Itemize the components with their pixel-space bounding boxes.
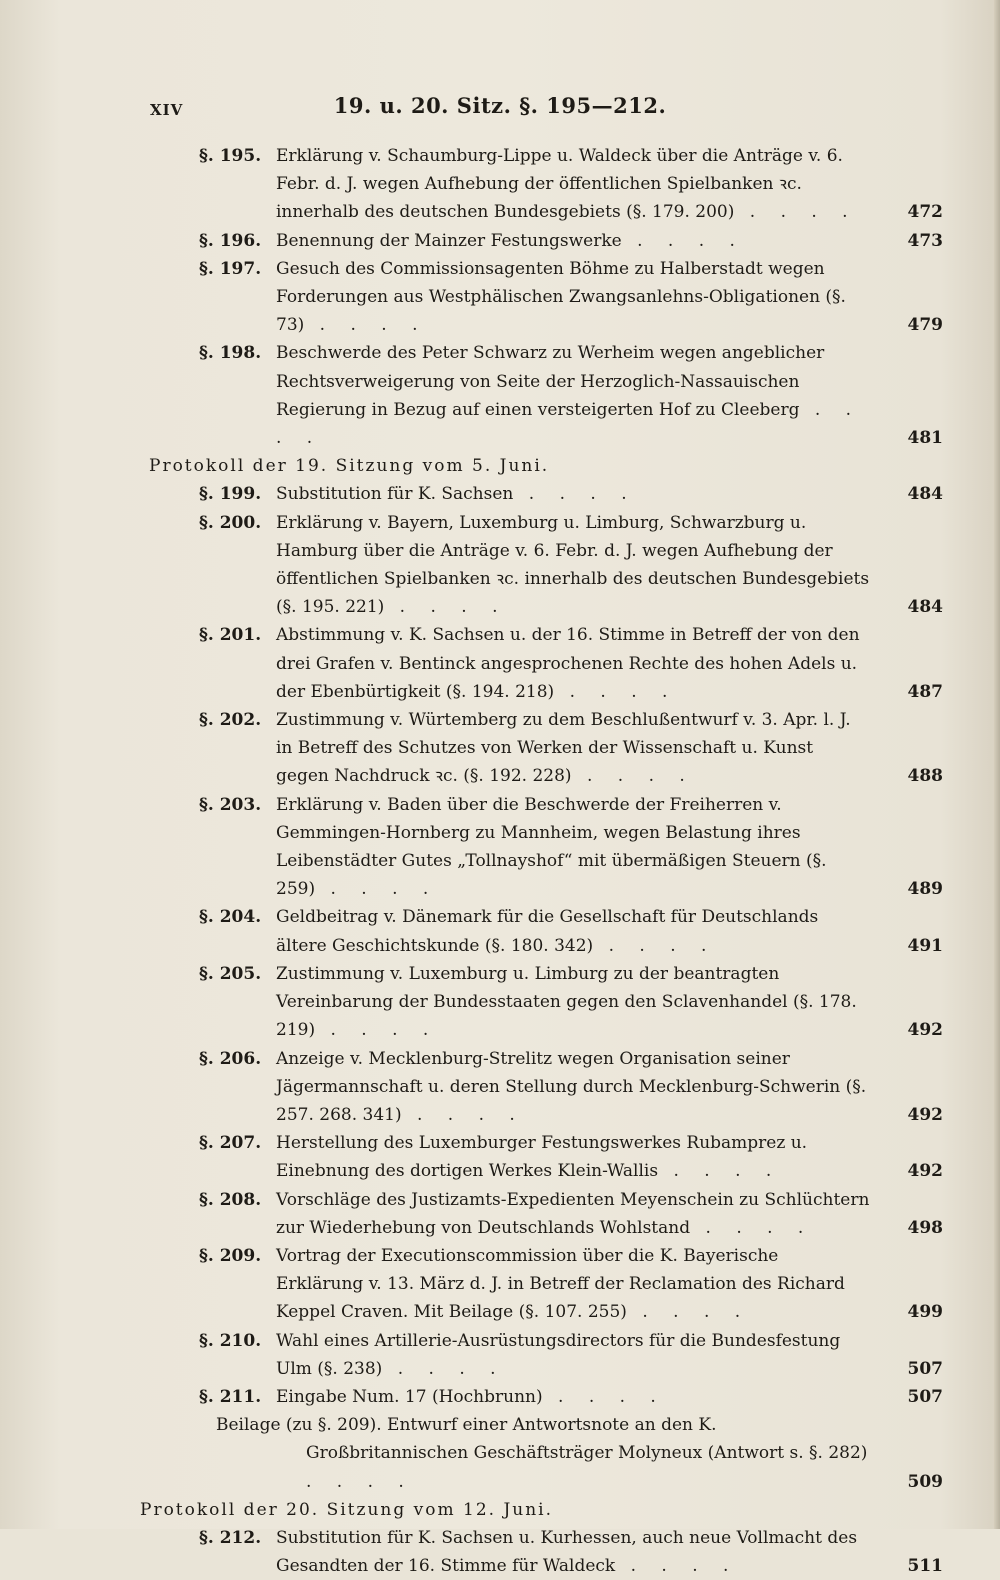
- table-of-contents: [0, 142, 1000, 1580]
- toc-entry: [0, 1327, 1000, 1383]
- dot-leader: . . . .: [615, 1556, 739, 1577]
- dot-leader: . . . .: [276, 399, 862, 449]
- toc-entry: [0, 1045, 1000, 1130]
- section-number: §. 196.: [199, 230, 262, 251]
- page-header: [0, 93, 1000, 123]
- page-reference: 507: [907, 1358, 943, 1379]
- page-reference: 489: [907, 879, 943, 900]
- section-number: §. 206.: [199, 1048, 262, 1069]
- page-reference: 492: [907, 1104, 943, 1125]
- section-number: §. 205.: [199, 963, 262, 984]
- entry-title: Erklärung v. Baden über die Beschwerde der Freiherren v. Gemmingen-Hornberg zu Mannheim, wegen Belastung ihres Leibenstädter Gutes „Tollnayshof“ mit übermäßigen Steuern (§. 259): [276, 794, 827, 900]
- section-number: §. 200.: [199, 512, 262, 533]
- entry-title: Erklärung v. Bayern, Luxemburg u. Limburg, Schwarzburg u. Hamburg über die Anträge v. 6. Febr. d. J. wegen Aufhebung der öffentlichen Spielbanken ꝛc. innerhalb des deutschen Bundesgebiets (§. 195. 221): [276, 512, 870, 618]
- entry-title: Vorschläge des Justizamts-Expedienten Meyenschein zu Schlüchtern zur Wiederhebung von Deutschlands Wohlstand: [276, 1189, 870, 1238]
- entry-title: Substitution für K. Sachsen u. Kurhessen, auch neue Vollmacht des Gesandten der 16. Stimme für Waldeck: [276, 1527, 858, 1577]
- toc-entry: [0, 1129, 1000, 1185]
- toc-entry: [0, 227, 1000, 255]
- entry-title: Substitution für K. Sachsen: [276, 484, 514, 505]
- dot-leader: . . . .: [315, 1020, 439, 1041]
- page-reference: 484: [907, 484, 943, 505]
- section-number: §. 211.: [199, 1386, 262, 1407]
- entry-title: Gesuch des Commissionsagenten Böhme zu Halberstadt wegen Forderungen aus Westphälischen Zwangsanlehns-Obligationen (§. 73): [276, 258, 846, 336]
- entry-title: Vortrag der Executionscommission über die K. Bayerische Erklärung v. 13. März d. J. in Betreff der Reclamation des Richard Keppel Craven. Mit Beilage (§. 107. 255): [276, 1245, 845, 1323]
- entry-title: Geldbeitrag v. Dänemark für die Gesellschaft für Deutschlands ältere Geschichtskunde (§. 180. 342): [276, 907, 819, 956]
- toc-entry: [0, 960, 1000, 1045]
- dot-leader: . . . .: [554, 681, 678, 702]
- entry-title: Wahl eines Artillerie-Ausrüstungsdirectors für die Bundesfestung Ulm (§. 238): [276, 1330, 841, 1379]
- dot-leader: . . . .: [571, 766, 695, 787]
- dot-leader: . . . .: [734, 202, 858, 223]
- page-reference: 507: [907, 1386, 943, 1407]
- entry-title: Beilage (zu §. 209). Entwurf einer Antwortsnote an den K. Großbritannischen Geschäftsträger Molyneux (Antwort s. §. 282): [216, 1415, 868, 1464]
- page-reference: 498: [907, 1217, 943, 1238]
- dot-leader: . . . .: [542, 1386, 666, 1407]
- section-number: §. 198.: [199, 343, 262, 364]
- dot-leader: . . . .: [621, 230, 745, 251]
- entry-title: Benennung der Mainzer Festungswerke: [276, 230, 622, 251]
- section-number: §. 203.: [199, 794, 262, 815]
- section-number: §. 204.: [199, 907, 262, 928]
- toc-entry: [0, 480, 1000, 508]
- section-number: §. 199.: [199, 484, 262, 505]
- toc-entry: [0, 142, 1000, 227]
- dot-leader: . . . .: [306, 1471, 414, 1492]
- page-reference: 499: [907, 1302, 943, 1323]
- page-reference: 479: [907, 315, 943, 336]
- dot-leader: . . . .: [382, 1358, 506, 1379]
- toc-entry: [0, 1383, 1000, 1411]
- toc-entry: [0, 255, 1000, 340]
- toc-entry: [0, 339, 1000, 452]
- page-reference: 487: [907, 681, 943, 702]
- dot-leader: . . . .: [401, 1104, 525, 1125]
- entry-title: Anzeige v. Mecklenburg-Strelitz wegen Organisation seiner Jägermannschaft u. deren Stellung durch Mecklenburg-Schwerin (§. 257. 268. 341): [276, 1048, 867, 1125]
- beilage-entry: [0, 1411, 1000, 1496]
- dot-leader: . . . .: [384, 597, 508, 618]
- dot-leader: . . . .: [593, 935, 717, 956]
- section-number: §. 210.: [199, 1330, 262, 1351]
- section-number: §. 195.: [199, 146, 262, 166]
- entry-title: Erklärung v. Schaumburg-Lippe u. Waldeck über die Anträge v. 6. Febr. d. J. wegen Aufhebung der öffentlichen Spielbanken ꝛc. innerhalb des deutschen Bundesgebiets (§. 179. 200): [276, 146, 843, 223]
- section-number: §. 207.: [199, 1133, 262, 1154]
- dot-leader: . . . .: [690, 1217, 814, 1238]
- entry-title: Zustimmung v. Würtemberg zu dem Beschlußentwurf v. 3. Apr. l. J. in Betreff des Schutzes von Werken der Wissenschaft u. Kunst gegen Nachdruck ꝛc. (§. 192. 228): [276, 710, 851, 787]
- page-reference: 473: [907, 230, 943, 251]
- toc-entry: [0, 1242, 1000, 1327]
- running-title: 19. u. 20. Sitz. §. 195—212.: [333, 93, 667, 118]
- page-reference: 509: [907, 1471, 943, 1492]
- toc-entry: [0, 903, 1000, 959]
- entry-title: Herstellung des Luxemburger Festungswerkes Rubamprez u. Einebnung des dortigen Werkes Klein-Wallis: [276, 1133, 808, 1182]
- page-reference: 492: [907, 1020, 943, 1041]
- section-number: §. 202.: [199, 710, 262, 731]
- toc-entry: [0, 706, 1000, 791]
- entry-title: Eingabe Num. 17 (Hochbrunn): [276, 1386, 543, 1407]
- dot-leader: . . . .: [658, 1161, 782, 1182]
- page-reference: 511: [907, 1556, 943, 1577]
- toc-entry: [0, 1186, 1000, 1242]
- toc-entry: [0, 621, 1000, 706]
- toc-entry: [0, 791, 1000, 904]
- dot-leader: . . . .: [513, 484, 637, 505]
- dot-leader: . . . .: [626, 1302, 751, 1323]
- folio-number: XIV: [150, 101, 184, 119]
- protocol-heading: Protokoll der 20. Sitzung vom 12. Juni.: [140, 1499, 554, 1520]
- section-number: §. 212.: [199, 1527, 262, 1548]
- protocol-heading: Protokoll der 19. Sitzung vom 5. Juni.: [149, 456, 550, 477]
- page-reference: 488: [907, 766, 943, 787]
- page-reference: 491: [907, 935, 943, 956]
- page-reference: 484: [907, 597, 943, 618]
- section-number: §. 197.: [199, 258, 262, 279]
- entry-title: Zustimmung v. Luxemburg u. Limburg zu der beantragten Vereinbarung der Bundesstaaten gegen den Sclavenhandel (§. 178. 219): [276, 963, 857, 1041]
- entry-title: Beschwerde des Peter Schwarz zu Werheim wegen angeblicher Rechtsverweigerung von Seite der Herzoglich-Nassauischen Regierung in Bezug auf einen versteigerten Hof zu Cleeberg: [276, 343, 825, 420]
- page-reference: 481: [907, 428, 943, 449]
- dot-leader: . . . .: [315, 879, 439, 900]
- section-number: §. 201.: [199, 625, 262, 646]
- page-reference: 492: [907, 1161, 943, 1182]
- entry-title: Abstimmung v. K. Sachsen u. der 16. Stimme in Betreff der von den drei Grafen v. Bentinck angesprochenen Rechte des hohen Adels u. der Ebenbürtigkeit (§. 194. 218): [276, 625, 860, 702]
- toc-entry: [0, 509, 1000, 622]
- section-number: §. 209.: [199, 1245, 262, 1266]
- page-reference: 472: [907, 202, 943, 223]
- section-number: §. 208.: [199, 1189, 262, 1210]
- toc-entry: [0, 1524, 1000, 1580]
- dot-leader: . . . .: [304, 315, 428, 336]
